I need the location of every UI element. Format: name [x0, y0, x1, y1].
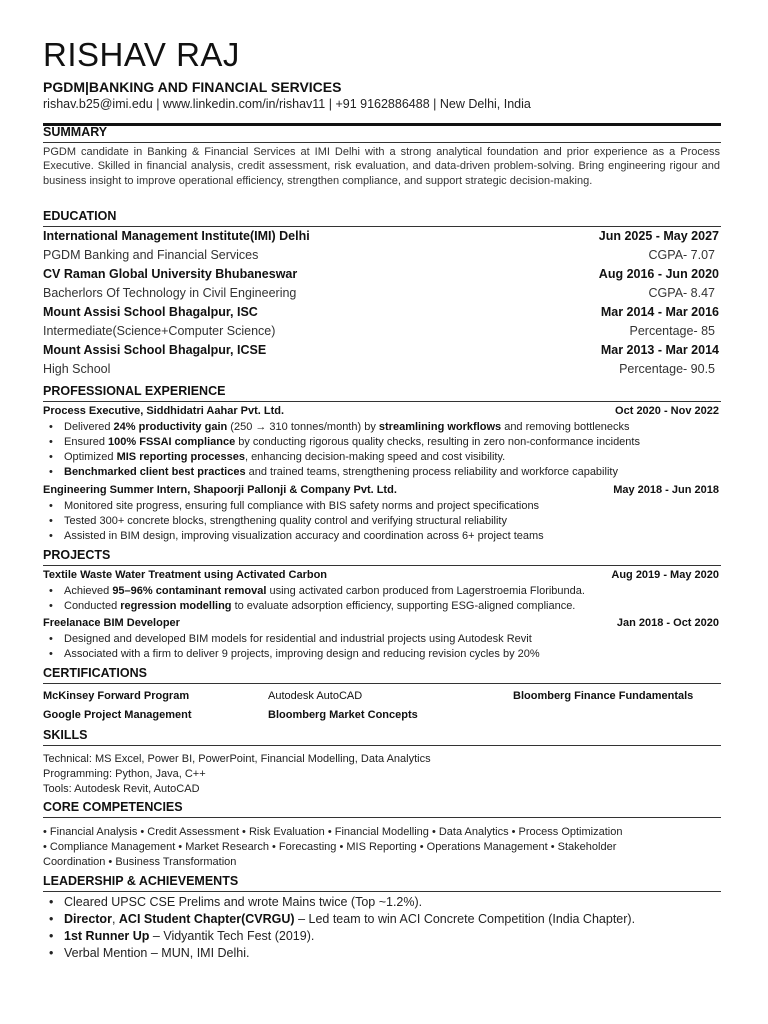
- job-header: [43, 405, 719, 417]
- list-item: • Designed and developed BIM models for residential and industrial projects using Autodesk Revit: [47, 632, 540, 647]
- section-skills-heading: SKILLS: [43, 728, 721, 742]
- candidate-subtitle: PGDM|BANKING AND FINANCIAL SERVICES: [43, 79, 342, 95]
- section-certifications-heading: CERTIFICATIONS: [43, 666, 721, 680]
- list-item: • Verbal Mention – MUN, IMI Delhi.: [47, 945, 635, 962]
- achievement-list: [47, 894, 635, 962]
- list-item: • Monitored site progress, ensuring full compliance with BIS safety norms and project specifications: [47, 499, 544, 514]
- section-leadership-heading: LEADERSHIP & ACHIEVEMENTS: [43, 874, 721, 888]
- education-entry: [43, 267, 719, 281]
- job-title: Engineering Summer Intern, Shapoorji Pallonji & Company Pvt. Ltd.: [43, 484, 397, 496]
- project-bullets: [47, 632, 540, 662]
- list-item: • Achieved 95–96% contaminant removal using activated carbon produced from Lagerstroemia Floribunda.: [47, 584, 585, 599]
- list-item: • Benchmarked client best practices and trained teams, strengthening process reliability and workforce capability: [47, 465, 640, 480]
- education-detail: [43, 248, 719, 262]
- section-summary-heading: SUMMARY: [43, 125, 721, 139]
- skills-tools: Tools: Autodesk Revit, AutoCAD: [43, 783, 200, 795]
- education-entry: [43, 229, 719, 243]
- list-item: • Conducted regression modelling to evaluate adsorption efficiency, supporting ESG-aligned compliance.: [47, 599, 585, 614]
- school-name: Mount Assisi School Bhagalpur, ISC: [43, 305, 258, 319]
- education-dates: Aug 2016 - Jun 2020: [598, 267, 719, 281]
- list-item: • Assisted in BIM design, improving visualization accuracy and coordination across 6+ project teams: [47, 529, 544, 544]
- project-header: [43, 569, 719, 581]
- project-bullets: [47, 584, 585, 614]
- education-detail: [43, 286, 719, 300]
- job-dates: Oct 2020 - Nov 2022: [615, 405, 719, 417]
- list-item: • Associated with a firm to deliver 9 projects, improving design and reducing revision cycles by 20%: [47, 647, 540, 662]
- job-bullets: [47, 499, 544, 544]
- education-dates: Mar 2014 - Mar 2016: [600, 305, 719, 319]
- program-name: Bacherlors Of Technology in Civil Engineering: [43, 286, 297, 300]
- contact-line: rishav.b25@imi.edu | www.linkedin.com/in/rishav11 | +91 9162886488 | New Delhi, India: [43, 97, 531, 111]
- section-education-heading: EDUCATION: [43, 209, 721, 223]
- summary-text: PGDM candidate in Banking & Financial Services at IMI Delhi with a strong analytical foundation and prior experience as a Process Executive. Skilled in financial analysis, credit assessment, risk evaluation, and data-driven problem-solving. Bring engineering rigour and business insight to improve operational efficiency, strengthen compliance, and support strategic decision-making.: [43, 146, 720, 187]
- competencies-line: Coordination • Business Transformation: [43, 856, 237, 868]
- list-item: • Optimized MIS reporting processes, enhancing decision-making speed and cost visibility.: [47, 450, 640, 465]
- education-detail: [43, 362, 719, 376]
- certification-item: Autodesk AutoCAD: [268, 690, 363, 702]
- competencies-line: • Compliance Management • Market Research • Forecasting • MIS Reporting • Operations Management • Stakeholder: [43, 841, 617, 853]
- list-item: • Cleared UPSC CSE Prelims and wrote Mains twice (Top ~1.2%).: [47, 894, 635, 911]
- section-competencies-heading: CORE COMPETENCIES: [43, 800, 721, 814]
- project-dates: Jan 2018 - Oct 2020: [616, 617, 719, 629]
- education-score: CGPA- 8.47: [648, 286, 715, 300]
- education-dates: Mar 2013 - Mar 2014: [600, 343, 719, 357]
- education-score: Percentage- 85: [629, 324, 715, 338]
- job-dates: May 2018 - Jun 2018: [613, 484, 719, 496]
- skills-technical: Technical: MS Excel, Power BI, PowerPoint, Financial Modelling, Data Analytics: [43, 753, 431, 765]
- certification-item: Bloomberg Finance Fundamentals: [513, 690, 694, 702]
- certification-item: McKinsey Forward Program: [43, 690, 190, 702]
- program-name: High School: [43, 362, 111, 376]
- education-entry: [43, 305, 719, 319]
- project-title: Freelanace BIM Developer: [43, 617, 180, 629]
- project-header: [43, 617, 719, 629]
- education-detail: [43, 324, 719, 338]
- list-item: • 1st Runner Up – Vidyantik Tech Fest (2019).: [47, 928, 635, 945]
- education-score: Percentage- 90.5: [619, 362, 715, 376]
- education-entry: [43, 343, 719, 357]
- school-name: International Management Institute(IMI) Delhi: [43, 229, 310, 243]
- competencies-line: • Financial Analysis • Credit Assessment • Risk Evaluation • Financial Modelling • Data Analytics • Process Optimization: [43, 826, 623, 838]
- project-title: Textile Waste Water Treatment using Activated Carbon: [43, 569, 328, 581]
- job-header: [43, 484, 719, 496]
- education-dates: Jun 2025 - May 2027: [598, 229, 719, 243]
- list-item: • Ensured 100% FSSAI compliance by conducting rigorous quality checks, resulting in zero non-conformance incidents: [47, 435, 640, 450]
- certification-item: Google Project Management: [43, 709, 192, 721]
- list-item: • Delivered 24% productivity gain (250 → 310 tonnes/month) by streamlining workflows and removing bottlenecks: [47, 420, 640, 435]
- program-name: Intermediate(Science+Computer Science): [43, 324, 276, 338]
- school-name: CV Raman Global University Bhubaneswar: [43, 267, 298, 281]
- list-item: • Director, ACI Student Chapter(CVRGU) – Led team to win ACI Concrete Competition (India Chapter).: [47, 911, 635, 928]
- list-item: • Tested 300+ concrete blocks, strengthening quality control and verifying structural reliability: [47, 514, 544, 529]
- project-dates: Aug 2019 - May 2020: [611, 569, 719, 581]
- candidate-name: RISHAV RAJ: [43, 36, 240, 73]
- certification-item: Bloomberg Market Concepts: [268, 709, 418, 721]
- school-name: Mount Assisi School Bhagalpur, ICSE: [43, 343, 267, 357]
- program-name: PGDM Banking and Financial Services: [43, 248, 259, 262]
- skills-programming: Programming: Python, Java, C++: [43, 768, 206, 780]
- job-bullets: [47, 420, 640, 480]
- section-projects-heading: PROJECTS: [43, 548, 721, 562]
- job-title: Process Executive, Siddhidatri Aahar Pvt. Ltd.: [43, 405, 285, 417]
- section-experience-heading: PROFESSIONAL EXPERIENCE: [43, 384, 721, 398]
- education-score: CGPA- 7.07: [648, 248, 715, 262]
